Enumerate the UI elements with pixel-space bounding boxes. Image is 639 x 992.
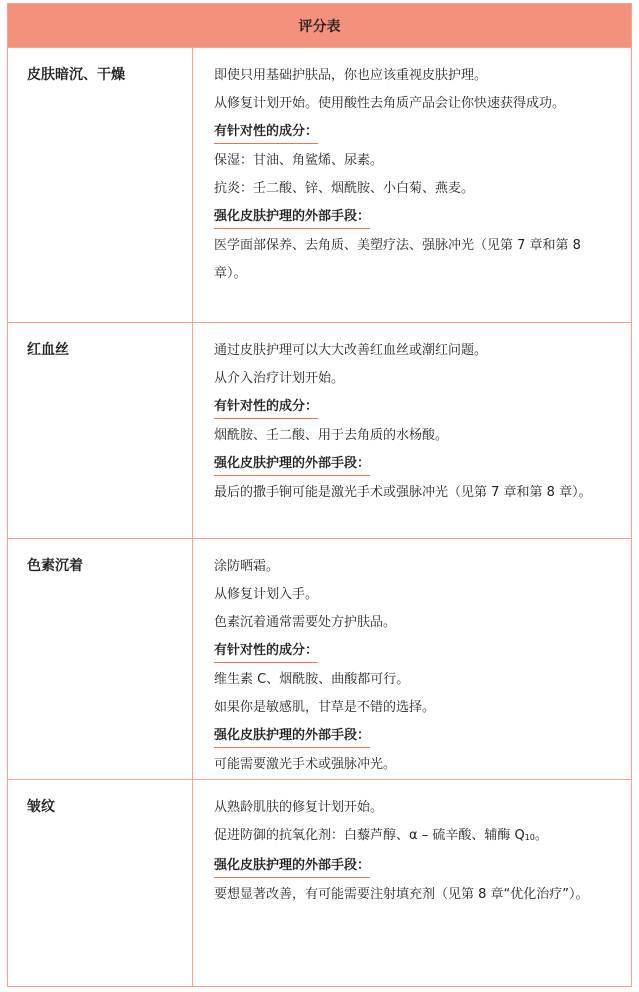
table-title: 评分表 — [8, 4, 631, 47]
antioxidant-tail: 。 — [534, 828, 548, 843]
row-content — [194, 539, 631, 779]
table-row — [8, 779, 631, 986]
text-line: 即使只用基础护肤品，你也应该重视皮肤护理。 — [214, 68, 488, 83]
text-line: 从熟龄肌肤的修复计划开始。 — [214, 800, 384, 815]
text-line — [214, 822, 617, 852]
text-line: 涂防晒霜。 — [214, 559, 280, 574]
text-line: 可能需要激光手术或强脉冲光。 — [214, 757, 397, 772]
row-label: 色素沉着 — [8, 539, 193, 779]
row-label: 皱纹 — [8, 780, 193, 986]
row-label: 红血丝 — [8, 323, 193, 538]
subheading: 有针对性的成分： — [214, 641, 318, 663]
text-line: 色素沉着通常需要处方护肤品。 — [214, 615, 397, 630]
text-line: 最后的撒手锏可能是激光手术或强脉冲光（见第 7 章和第 8 章）。 — [214, 485, 592, 500]
row-content — [194, 48, 631, 288]
subscript: 10 — [524, 833, 535, 842]
text-line: 如果你是敏感肌，甘草是不错的选择。 — [214, 700, 436, 715]
subheading: 强化皮肤护理的外部手段： — [214, 207, 370, 229]
subheading: 有针对性的成分： — [214, 122, 318, 144]
text-line: 烟酰胺、壬二酸、用于去角质的水杨酸。 — [214, 428, 449, 443]
subheading: 有针对性的成分： — [214, 397, 318, 419]
text-line: 保湿：甘油、角鲨烯、尿素。 — [214, 153, 384, 168]
subheading: 强化皮肤护理的外部手段： — [214, 856, 370, 878]
text-line: 从介入治疗计划开始。 — [214, 371, 345, 386]
text-line: 抗炎：壬二酸、锌、烟酰胺、小白菊、燕麦。 — [214, 181, 475, 196]
subheading: 强化皮肤护理的外部手段： — [214, 726, 370, 748]
row-label: 皮肤暗沉、干燥 — [8, 48, 193, 322]
text-line: 通过皮肤护理可以大大改善红血丝或潮红问题。 — [214, 343, 488, 358]
table-row — [8, 322, 631, 538]
antioxidant-text: 促进防御的抗氧化剂：白藜芦醇、α – 硫辛酸、辅酶 Q — [214, 828, 525, 843]
subheading: 强化皮肤护理的外部手段： — [214, 454, 370, 476]
text-line: 要想显著改善，有可能需要注射填充剂（见第 8 章“优化治疗”）。 — [214, 887, 589, 902]
table-row — [8, 47, 631, 322]
table-row — [8, 538, 631, 779]
text-line: 从修复计划入手。 — [214, 587, 319, 602]
rating-table — [7, 3, 632, 987]
text-line: 从修复计划开始。使用酸性去角质产品会让你快速获得成功。 — [214, 96, 566, 111]
row-content — [194, 323, 631, 507]
text-line: 维生素 C、烟酰胺、曲酸都可行。 — [214, 672, 410, 687]
row-content — [194, 780, 631, 909]
text-line: 医学面部保养、去角质、美塑疗法、强脉冲光（见第 7 章和第 8 章）。 — [214, 238, 581, 281]
